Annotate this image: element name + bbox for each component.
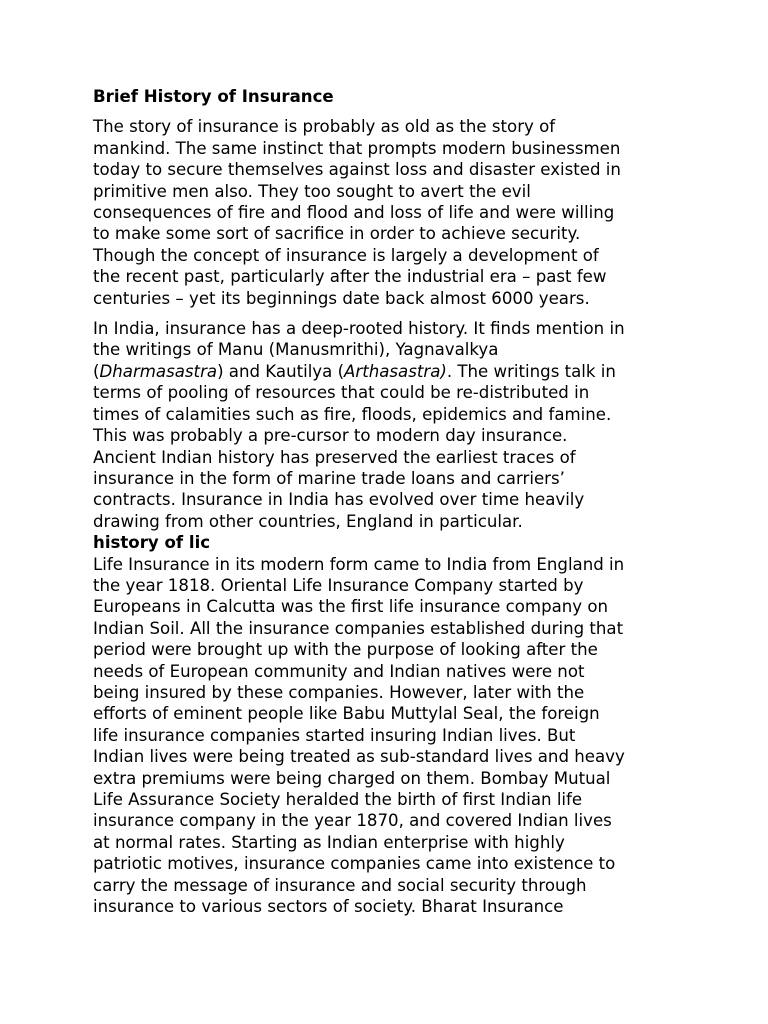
- text-line: the recent past, particularly after the industrial era – past few: [93, 267, 607, 287]
- document-page: [93, 86, 683, 917]
- paragraph-lic-history: [93, 554, 683, 918]
- section-heading: history of lic: [93, 533, 211, 553]
- text-line: at normal rates. Starting as Indian enterprise with highly: [93, 832, 565, 852]
- text-line: Indian lives were being treated as sub-standard lives and heavy: [93, 747, 625, 767]
- text-line: terms of pooling of resources that could be re-distributed in: [93, 383, 590, 403]
- text-line: consequences of fire and flood and loss of life and were willing: [93, 203, 615, 223]
- text-line: insurance company in the year 1870, and covered Indian lives: [93, 811, 612, 831]
- text-line: contracts. Insurance in India has evolved over time heavily: [93, 490, 585, 510]
- text-line: today to secure themselves against loss and disaster existed in: [93, 160, 621, 180]
- text-line: needs of European community and Indian natives were not: [93, 661, 585, 681]
- text-line: Indian Soil. All the insurance companies established during that: [93, 618, 624, 638]
- document-title: Brief History of Insurance: [93, 87, 334, 106]
- text-line: the writings of Manu (Manusmrithi), Yagnavalkya: [93, 340, 499, 360]
- text-line: insurance to various sectors of society. Bharat Insurance: [93, 897, 564, 917]
- text-line: life insurance companies started insuring Indian lives. But: [93, 725, 576, 745]
- italic-term-dharmasastra: Dharmasastra: [99, 361, 218, 381]
- text-line: being insured by these companies. However, later with the: [93, 682, 585, 702]
- text-line: carry the message of insurance and social security through: [93, 875, 587, 895]
- italic-term-arthasastra: Arthasastra): [344, 361, 447, 381]
- text-line: Ancient Indian history has preserved the earliest traces of: [93, 447, 576, 467]
- text-fragment: . The writings talk in: [446, 361, 616, 381]
- text-line: insurance in the form of marine trade loans and carriers’: [93, 468, 565, 488]
- text-fragment: ) and Kautilya (: [217, 361, 345, 381]
- text-line: to make some sort of sacrifice in order to achieve security.: [93, 224, 581, 244]
- text-line: period were brought up with the purpose of looking after the: [93, 640, 598, 660]
- text-line: [93, 361, 683, 382]
- text-line: Life Assurance Society heralded the birth of first Indian life: [93, 790, 583, 809]
- text-line: patriotic motives, insurance companies came into existence to: [93, 854, 616, 874]
- text-line: efforts of eminent people like Babu Muttylal Seal, the foreign: [93, 704, 600, 724]
- paragraph-india: [93, 318, 683, 532]
- text-line: In India, insurance has a deep-rooted history. It finds mention in: [93, 319, 625, 339]
- text-fragment: (: [93, 361, 100, 381]
- text-line: The story of insurance is probably as old as the story of: [93, 117, 556, 137]
- text-line: the year 1818. Oriental Life Insurance Company started by: [93, 575, 584, 595]
- text-line: drawing from other countries, England in particular.: [93, 511, 523, 531]
- text-line: Life Insurance in its modern form came to India from England in: [93, 554, 625, 574]
- text-line: Europeans in Calcutta was the first life insurance company on: [93, 597, 609, 617]
- text-line: This was probably a pre-cursor to modern day insurance.: [93, 426, 568, 446]
- text-line: extra premiums were being charged on them. Bombay Mutual: [93, 768, 611, 788]
- text-line: times of calamities such as fire, floods, epidemics and famine.: [93, 404, 612, 424]
- text-line: Though the concept of insurance is largely a development of: [93, 245, 599, 265]
- text-line: mankind. The same instinct that prompts modern businessmen: [93, 138, 621, 158]
- text-line: primitive men also. They too sought to avert the evil: [93, 181, 531, 201]
- text-line: centuries – yet its beginnings date back almost 6000 years.: [93, 288, 590, 308]
- paragraph-origins: [93, 116, 683, 309]
